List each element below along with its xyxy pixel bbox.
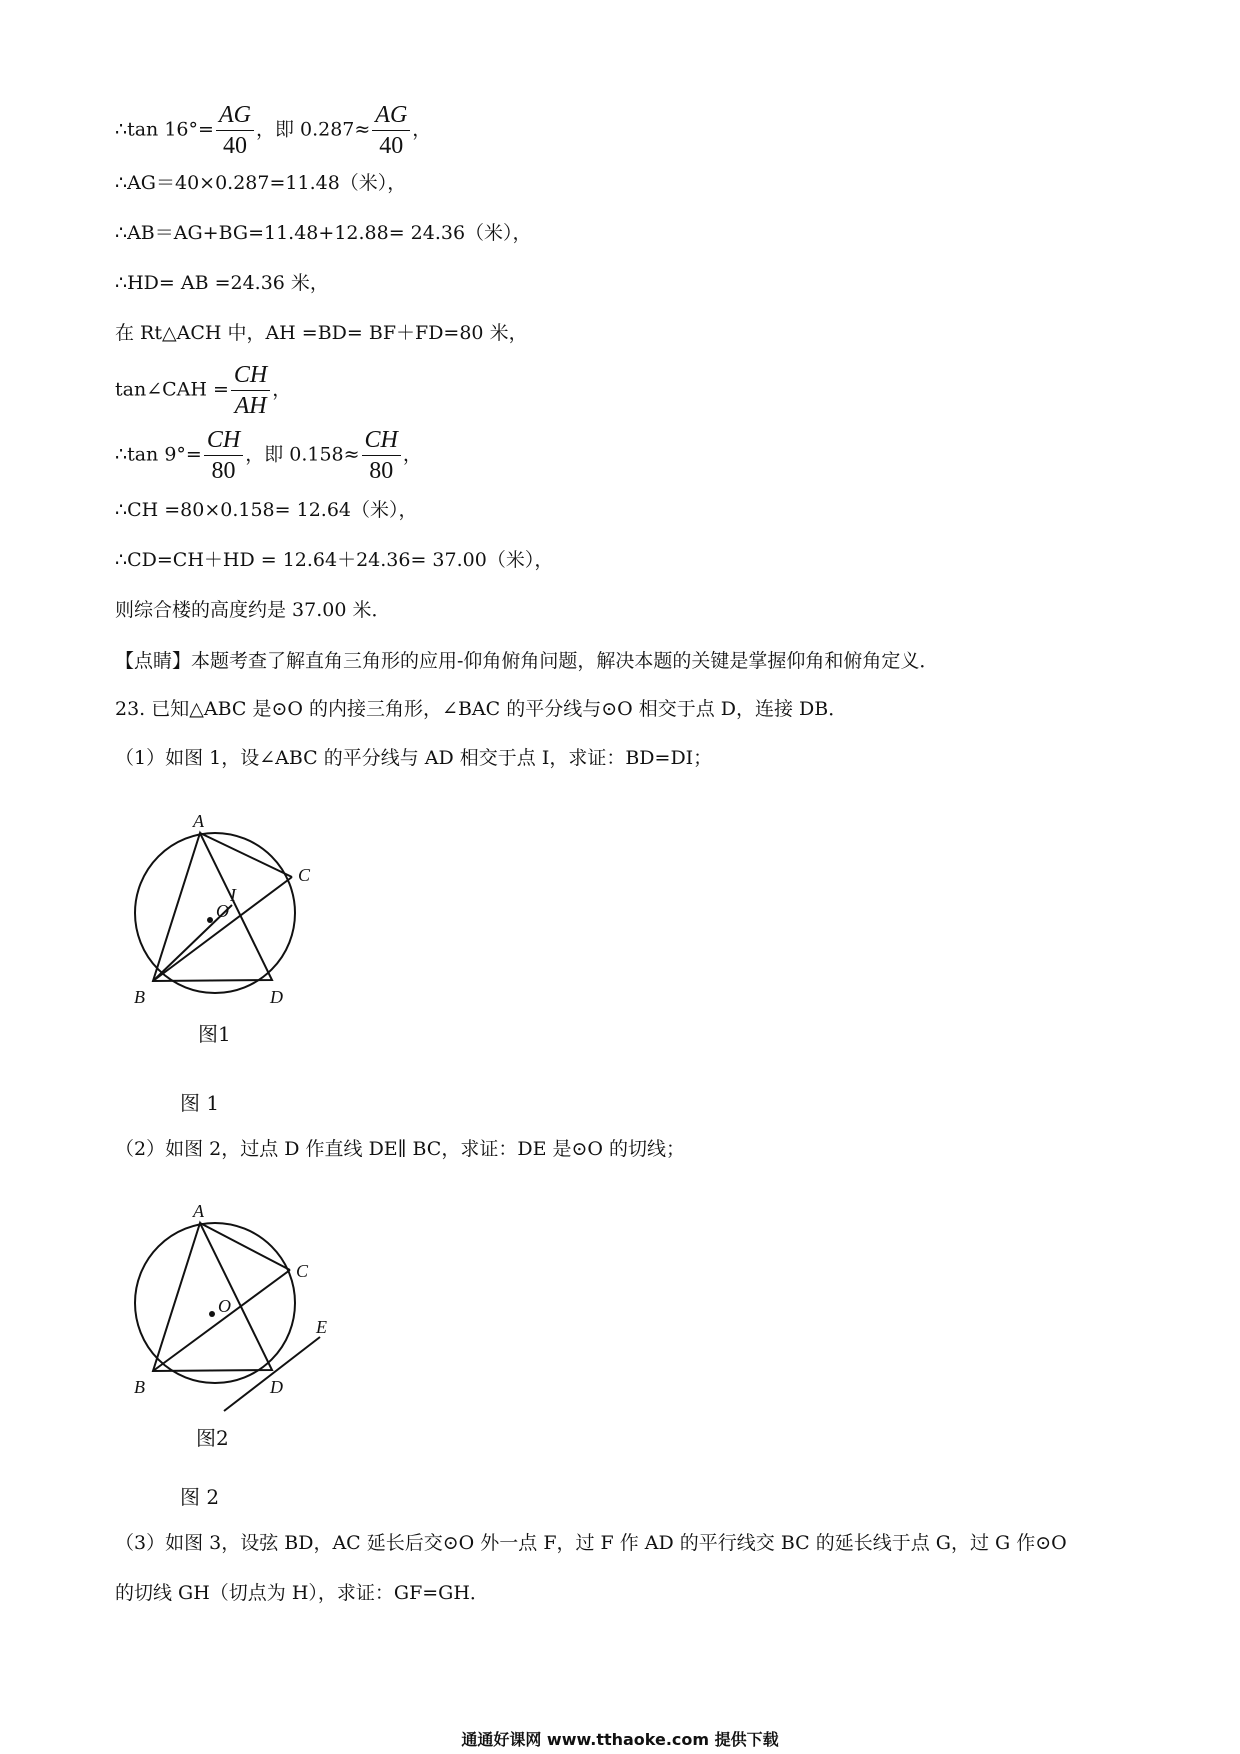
equation-ab: ∴AB＝AG+BG=11.48+12.88= 24.36（米）， bbox=[115, 222, 532, 244]
problem-23-part1: （1）如图 1，设∠ABC 的平分线与 AD 相交于点 I，求证：BD=DI； bbox=[115, 747, 713, 769]
page-footer: 通通好课网 www.tthaoke.com 提供下载 bbox=[461, 1730, 779, 1749]
circle-o bbox=[135, 1223, 295, 1383]
figure-2-inner-caption: 图2 bbox=[196, 1426, 229, 1450]
figure-1-inner-caption: 图1 bbox=[198, 1022, 231, 1046]
label-b: B bbox=[134, 987, 145, 1007]
problem-23-statement: 23. 已知△ABC 是⊙O 的内接三角形，∠BAC 的平分线与⊙O 相交于点 D，连接 DB． bbox=[115, 698, 848, 720]
label-c: C bbox=[296, 1261, 309, 1281]
label-e: E bbox=[316, 1317, 327, 1337]
segment-bc bbox=[153, 1270, 290, 1371]
label-o: O bbox=[218, 1296, 231, 1316]
triangle-abd bbox=[153, 833, 272, 981]
equation-tan16: ∴tan 16°= $\frac{AG}{40}$ ，即 0.287≈ $\frac{AG}{40}$ ， bbox=[115, 102, 432, 159]
figure-2-caption: 图 2 bbox=[180, 1485, 220, 1509]
point-o bbox=[207, 917, 213, 923]
remark-text: 【点睛】本题考查了解直角三角形的应用-仰角俯角问题，解决本题的关键是掌握仰角和俯角定义． bbox=[115, 650, 939, 672]
label-d: D bbox=[270, 987, 283, 1007]
equation-ch: ∴CH =80×0.158= 12.64（米）， bbox=[115, 499, 418, 521]
tangent-line-de bbox=[224, 1337, 320, 1411]
text-triangle-ach: 在 Rt△ACH 中，AH =BD= BF＋FD=80 米， bbox=[115, 322, 528, 344]
label-a: A bbox=[193, 811, 204, 831]
conclusion-text: 则综合楼的高度约是 37.00 米． bbox=[115, 599, 391, 621]
label-i: I bbox=[230, 885, 236, 905]
segment-ac bbox=[200, 1223, 290, 1270]
label-d: D bbox=[270, 1377, 283, 1397]
fraction: $\frac{AG}{40}$ bbox=[372, 100, 410, 161]
problem-23-part3-continued: 的切线 GH（切点为 H），求证：GF=GH． bbox=[115, 1582, 489, 1604]
equation-tan9: ∴tan 9°= $\frac{CH}{80}$ ，即 0.158≈ $\frac{CH}{80}$ ， bbox=[115, 427, 422, 484]
equation-cd: ∴CD=CH＋HD = 12.64＋24.36= 37.00（米）， bbox=[115, 549, 554, 571]
fraction: $\frac{CH}{80}$ bbox=[362, 425, 401, 486]
label-o: O bbox=[216, 901, 229, 921]
equation-tan-cah: tan∠CAH = $\frac{CH}{AH}$ ， bbox=[115, 362, 292, 419]
label-c: C bbox=[298, 865, 311, 885]
figure-1-caption: 图 1 bbox=[180, 1091, 220, 1115]
fraction: $\frac{CH}{AH}$ bbox=[231, 360, 270, 421]
fraction: $\frac{CH}{80}$ bbox=[204, 425, 243, 486]
problem-23-part2: （2）如图 2，过点 D 作直线 DE∥ BC，求证：DE 是⊙O 的切线； bbox=[115, 1138, 686, 1160]
figure-2-diagram bbox=[120, 1195, 360, 1425]
circle-o bbox=[135, 833, 295, 993]
label-a: A bbox=[193, 1201, 204, 1221]
equation-hd: ∴HD= AB =24.36 米， bbox=[115, 272, 329, 294]
point-o bbox=[209, 1311, 215, 1317]
fraction: $\frac{AG}{40}$ bbox=[216, 100, 254, 161]
segment-bc bbox=[153, 877, 292, 981]
equation-ag: ∴AG＝40×0.287=11.48（米）， bbox=[115, 172, 407, 194]
label-b: B bbox=[134, 1377, 145, 1397]
figure-1-diagram bbox=[120, 805, 360, 1055]
problem-23-part3: （3）如图 3，设弦 BD，AC 延长后交⊙O 外一点 F，过 F 作 AD 的平行线交 BC 的延长线于点 G，过 G 作⊙O bbox=[115, 1532, 1067, 1554]
